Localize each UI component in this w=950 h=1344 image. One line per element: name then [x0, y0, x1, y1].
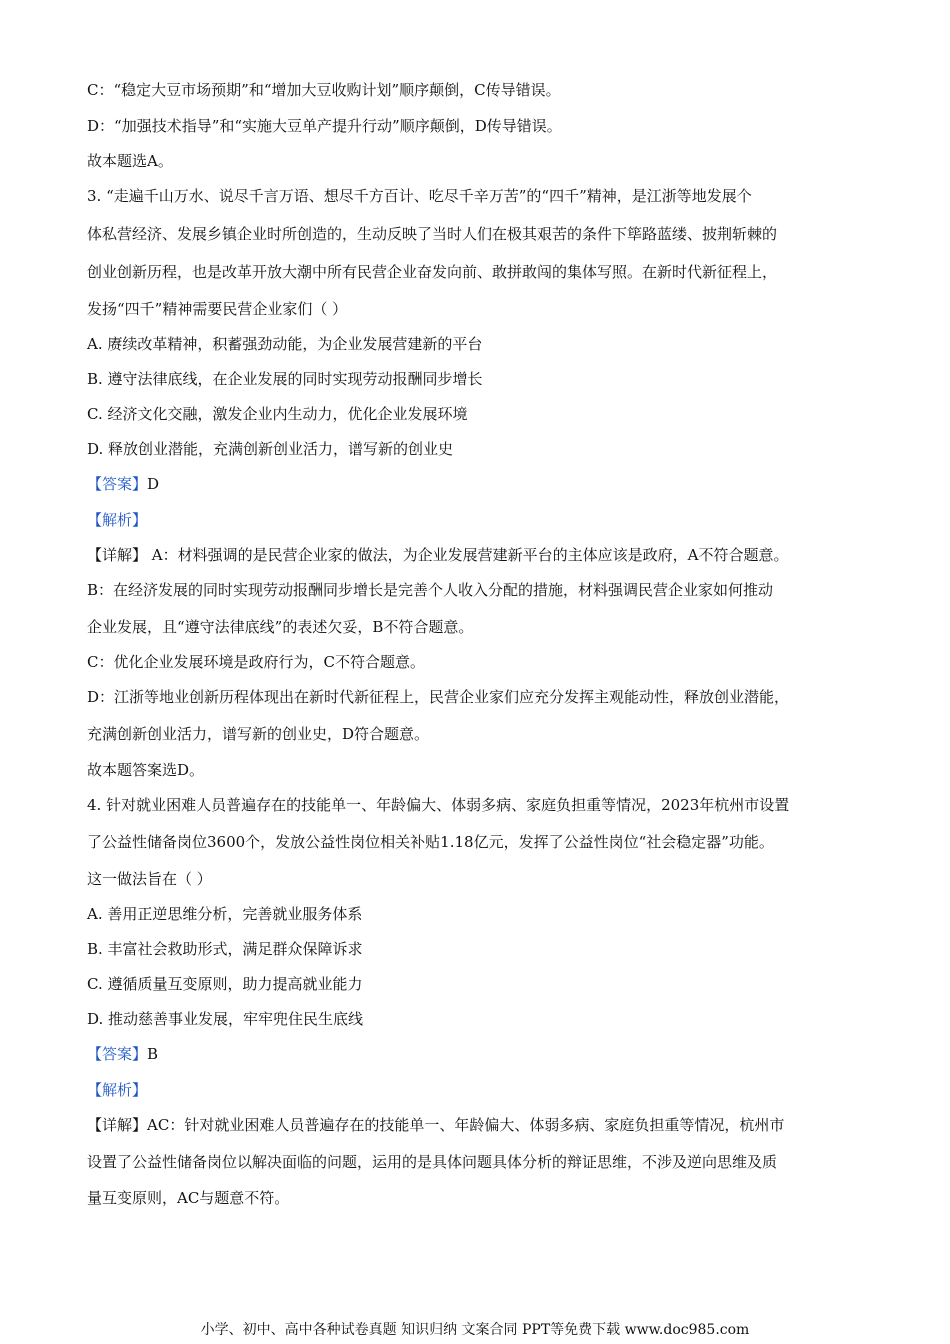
- q3-detail-line: 充满创新创业活力，谱写新的创业史，D符合题意。: [87, 725, 430, 743]
- q3-option-a: A. 赓续改革精神，积蓄强劲动能，为企业发展营建新的平台: [87, 335, 483, 353]
- q3-analysis: [87, 510, 147, 530]
- q4-detail-line: [87, 1115, 784, 1135]
- q4-option-a: A. 善用正逆思维分析，完善就业服务体系: [87, 905, 363, 923]
- q3-conclusion: 故本题答案选D。: [87, 761, 205, 779]
- q4-option-c: C. 遵循质量互变原则，助力提高就业能力: [87, 975, 363, 993]
- q3-option-b: B. 遵守法律底线，在企业发展的同时实现劳动报酬同步增长: [87, 370, 483, 388]
- q3-stem-line: 发扬“四千”精神需要民营企业家们（ ）: [87, 300, 348, 318]
- q4-detail-line: 量互变原则，AC与题意不符。: [87, 1189, 290, 1207]
- q4-stem-line: 这一做法旨在（ ）: [87, 870, 212, 888]
- q4-option-b: B. 丰富社会救助形式，满足群众保障诉求: [87, 940, 363, 958]
- q3-option-d: D. 释放创业潜能，充满创新创业活力，谱写新的创业史: [87, 440, 454, 458]
- detail-text: A：材料强调的是民营企业家的做法，为企业发展营建新平台的主体应该是政府，A不符合题意。: [147, 546, 789, 564]
- q3-option-c: C. 经济文化交融，激发企业内生动力，优化企业发展环境: [87, 405, 468, 423]
- q4-answer: [87, 1044, 158, 1064]
- answer-value: B: [147, 1045, 159, 1063]
- q3-answer: [87, 474, 159, 494]
- analysis-tag: 【解析】: [87, 511, 148, 529]
- detail-tag: 【详解】: [87, 1116, 148, 1134]
- prev-option-d: D：“加强技术指导”和“实施大豆单产提升行动”顺序颠倒，D传导错误。: [87, 117, 562, 135]
- q3-detail-line: D：江浙等地业创新历程体现出在新时代新征程上，民营企业家们应充分发挥主观能动性，释放创业潜能，: [87, 688, 790, 706]
- answer-value: D: [147, 475, 160, 493]
- q3-detail-line: [87, 545, 788, 565]
- answer-tag: 【答案】: [87, 475, 148, 493]
- detail-tag: 【详解】: [87, 546, 148, 564]
- q4-detail-line: 设置了公益性储备岗位以解决面临的问题，运用的是具体问题具体分析的辩证思维，不涉及逆向思维及质: [87, 1153, 778, 1171]
- q3-stem-line: 3. “走遍千山万水、说尽千言万语、想尽千方百计、吃尽千辛万苦”的“四千”精神，是江浙等地发展个: [87, 187, 752, 205]
- q3-detail-line: B：在经济发展的同时实现劳动报酬同步增长是完善个人收入分配的措施，材料强调民营企业家如何推动: [87, 581, 774, 599]
- q3-detail-line: 企业发展，且“遵守法律底线”的表述欠妥，B不符合题意。: [87, 618, 474, 636]
- q3-detail-line: C：优化企业发展环境是政府行为，C不符合题意。: [87, 653, 425, 671]
- page-footer: 小学、初中、高中各种试卷真题 知识归纳 文案合同 PPT等免费下载 www.doc985.com: [200, 1322, 750, 1338]
- analysis-tag: 【解析】: [87, 1081, 148, 1099]
- answer-tag: 【答案】: [87, 1045, 148, 1063]
- prev-conclusion: 故本题选A。: [87, 152, 173, 170]
- prev-option-c: C：“稳定大豆市场预期”和“增加大豆收购计划”顺序颠倒，C传导错误。: [87, 81, 561, 99]
- q4-analysis: [87, 1080, 147, 1100]
- q3-stem-line: 创业创新历程，也是改革开放大潮中所有民营企业奋发向前、敢拼敢闯的集体写照。在新时代新征程上，: [87, 263, 778, 281]
- q4-option-d: D. 推动慈善事业发展，牢牢兜住民生底线: [87, 1010, 364, 1028]
- detail-text: AC：针对就业困难人员普遍存在的技能单一、年龄偏大、体弱多病、家庭负担重等情况，杭州市: [147, 1116, 785, 1134]
- q4-stem-line: 4. 针对就业困难人员普遍存在的技能单一、年龄偏大、体弱多病、家庭负担重等情况，2023年杭州市设置: [87, 796, 790, 814]
- q3-stem-line: 体私营经济、发展乡镇企业时所创造的，生动反映了当时人们在极其艰苦的条件下筚路蓝缕、披荆斩棘的: [87, 225, 778, 243]
- q4-stem-line: 了公益性储备岗位3600个，发放公益性岗位相关补贴1.18亿元，发挥了公益性岗位“社会稳定器”功能。: [87, 833, 774, 851]
